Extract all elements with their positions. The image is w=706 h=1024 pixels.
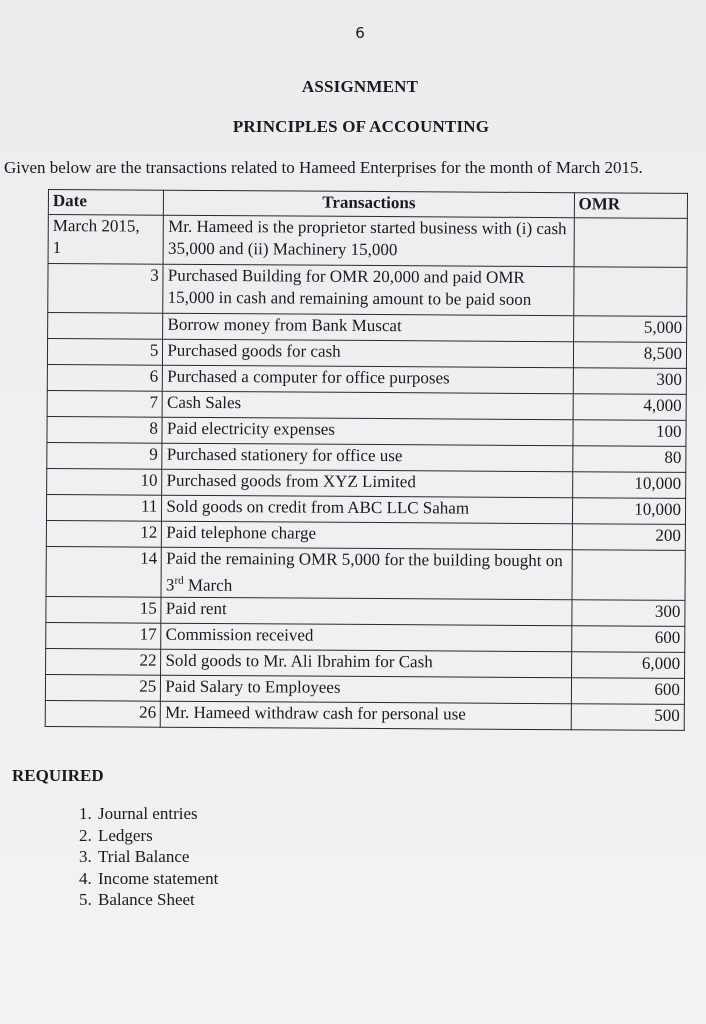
page-title: ASSIGNMENT <box>301 77 419 96</box>
row-transaction: Purchased goods for cash <box>163 339 573 368</box>
row-date: 10 <box>47 468 163 495</box>
row-date: 5 <box>47 339 163 366</box>
header-date: Date <box>48 190 164 216</box>
required-item: 5. Balance Sheet <box>96 889 218 911</box>
table-row <box>48 215 687 268</box>
table-row <box>47 339 686 369</box>
row-transaction: Sold goods to Mr. Ali Ibrahim for Cash <box>161 649 571 678</box>
required-list <box>48 803 218 911</box>
table-row <box>47 442 686 472</box>
row-transaction: Purchased goods from XYZ Limited <box>162 469 572 498</box>
transactions-table <box>45 189 688 731</box>
row-amount: 600 <box>571 625 685 652</box>
table-row <box>47 416 686 446</box>
row-transaction: Paid Salary to Employees <box>161 675 571 704</box>
table-row <box>46 520 685 550</box>
row-amount: 600 <box>571 677 685 704</box>
row-amount <box>573 267 687 317</box>
table-row <box>47 364 686 394</box>
row-amount: 10,000 <box>572 472 686 499</box>
header-transactions: Transactions <box>164 190 574 218</box>
row-transaction: Paid electricity expenses <box>162 417 572 446</box>
row-transaction: Commission received <box>161 623 571 652</box>
table-row <box>48 313 687 343</box>
page-number: 6 <box>355 24 365 42</box>
row-amount <box>574 218 688 268</box>
row-transaction: Mr. Hameed is the proprietor started business with (i) cash 35,000 and (ii) Machinery 15,000 <box>163 215 574 267</box>
table-row <box>45 674 684 704</box>
row-date: 25 <box>45 674 161 701</box>
row-date: 12 <box>46 520 162 547</box>
row-amount: 300 <box>571 599 685 626</box>
row-date: March 2015, 1 <box>48 215 164 265</box>
row-date: 8 <box>47 416 163 443</box>
row-amount: 80 <box>572 446 686 473</box>
row-date: 26 <box>45 700 161 727</box>
row-transaction: Cash Sales <box>162 391 572 420</box>
row-amount: 500 <box>571 703 685 730</box>
table-row <box>46 648 685 678</box>
row-transaction: Purchased a computer for office purposes <box>163 365 573 394</box>
row-transaction: Paid rent <box>161 597 571 626</box>
ordinal-suffix: rd <box>174 574 184 587</box>
row-amount: 200 <box>572 524 686 551</box>
required-heading: REQUIRED <box>12 766 104 785</box>
intro-text: Given below are the transactions related to Hameed Enterprises for the month of March 2015. <box>4 158 643 177</box>
table-header-row <box>48 190 687 219</box>
row-transaction: Purchased Building for OMR 20,000 and paid OMR 15,000 in cash and remaining amount to be paid soon <box>163 264 574 316</box>
table-row <box>47 390 686 420</box>
table-row <box>48 264 687 317</box>
row-amount: 6,000 <box>571 651 685 678</box>
table-row <box>46 494 685 524</box>
row-amount: 10,000 <box>572 498 686 525</box>
row-date: 22 <box>46 648 162 675</box>
required-item: 2. Ledgers <box>96 825 218 847</box>
header-omr: OMR <box>574 193 688 219</box>
row-amount: 8,500 <box>573 342 687 369</box>
row-amount: 300 <box>573 368 687 395</box>
row-date: 6 <box>47 364 163 391</box>
required-item: 3. Trial Balance <box>96 846 218 868</box>
row-amount: 4,000 <box>573 394 687 421</box>
required-item: 4. Income statement <box>96 868 218 890</box>
row-date: 3 <box>48 264 164 314</box>
table-row <box>47 468 686 498</box>
required-item: 1. Journal entries <box>96 803 218 825</box>
row-date: 15 <box>46 596 162 623</box>
row-transaction: Paid telephone charge <box>162 521 572 550</box>
row-date: 17 <box>46 622 162 649</box>
row-amount: 5,000 <box>573 316 687 343</box>
table-body <box>45 215 687 731</box>
row-date: 9 <box>47 442 163 469</box>
row-transaction: Borrow money from Bank Muscat <box>163 313 573 342</box>
row-date: 14 <box>46 546 162 596</box>
table-row <box>46 622 685 652</box>
row-amount <box>572 550 686 600</box>
row-transaction: Purchased stationery for office use <box>162 443 572 472</box>
row-transaction: Mr. Hameed withdraw cash for personal use <box>161 701 571 730</box>
table-row <box>46 596 685 626</box>
row-date: 11 <box>46 494 162 521</box>
table-row <box>45 700 684 730</box>
row-date: 7 <box>47 390 163 417</box>
row-transaction: Sold goods on credit from ABC LLC Saham <box>162 495 572 524</box>
row-amount: 100 <box>573 420 687 447</box>
row-date <box>48 313 164 340</box>
row-transaction: Paid the remaining OMR 5,000 for the building bought on 3rd March <box>161 547 572 599</box>
table-row <box>46 546 685 600</box>
page-subtitle: PRINCIPLES OF ACCOUNTING <box>232 117 490 136</box>
